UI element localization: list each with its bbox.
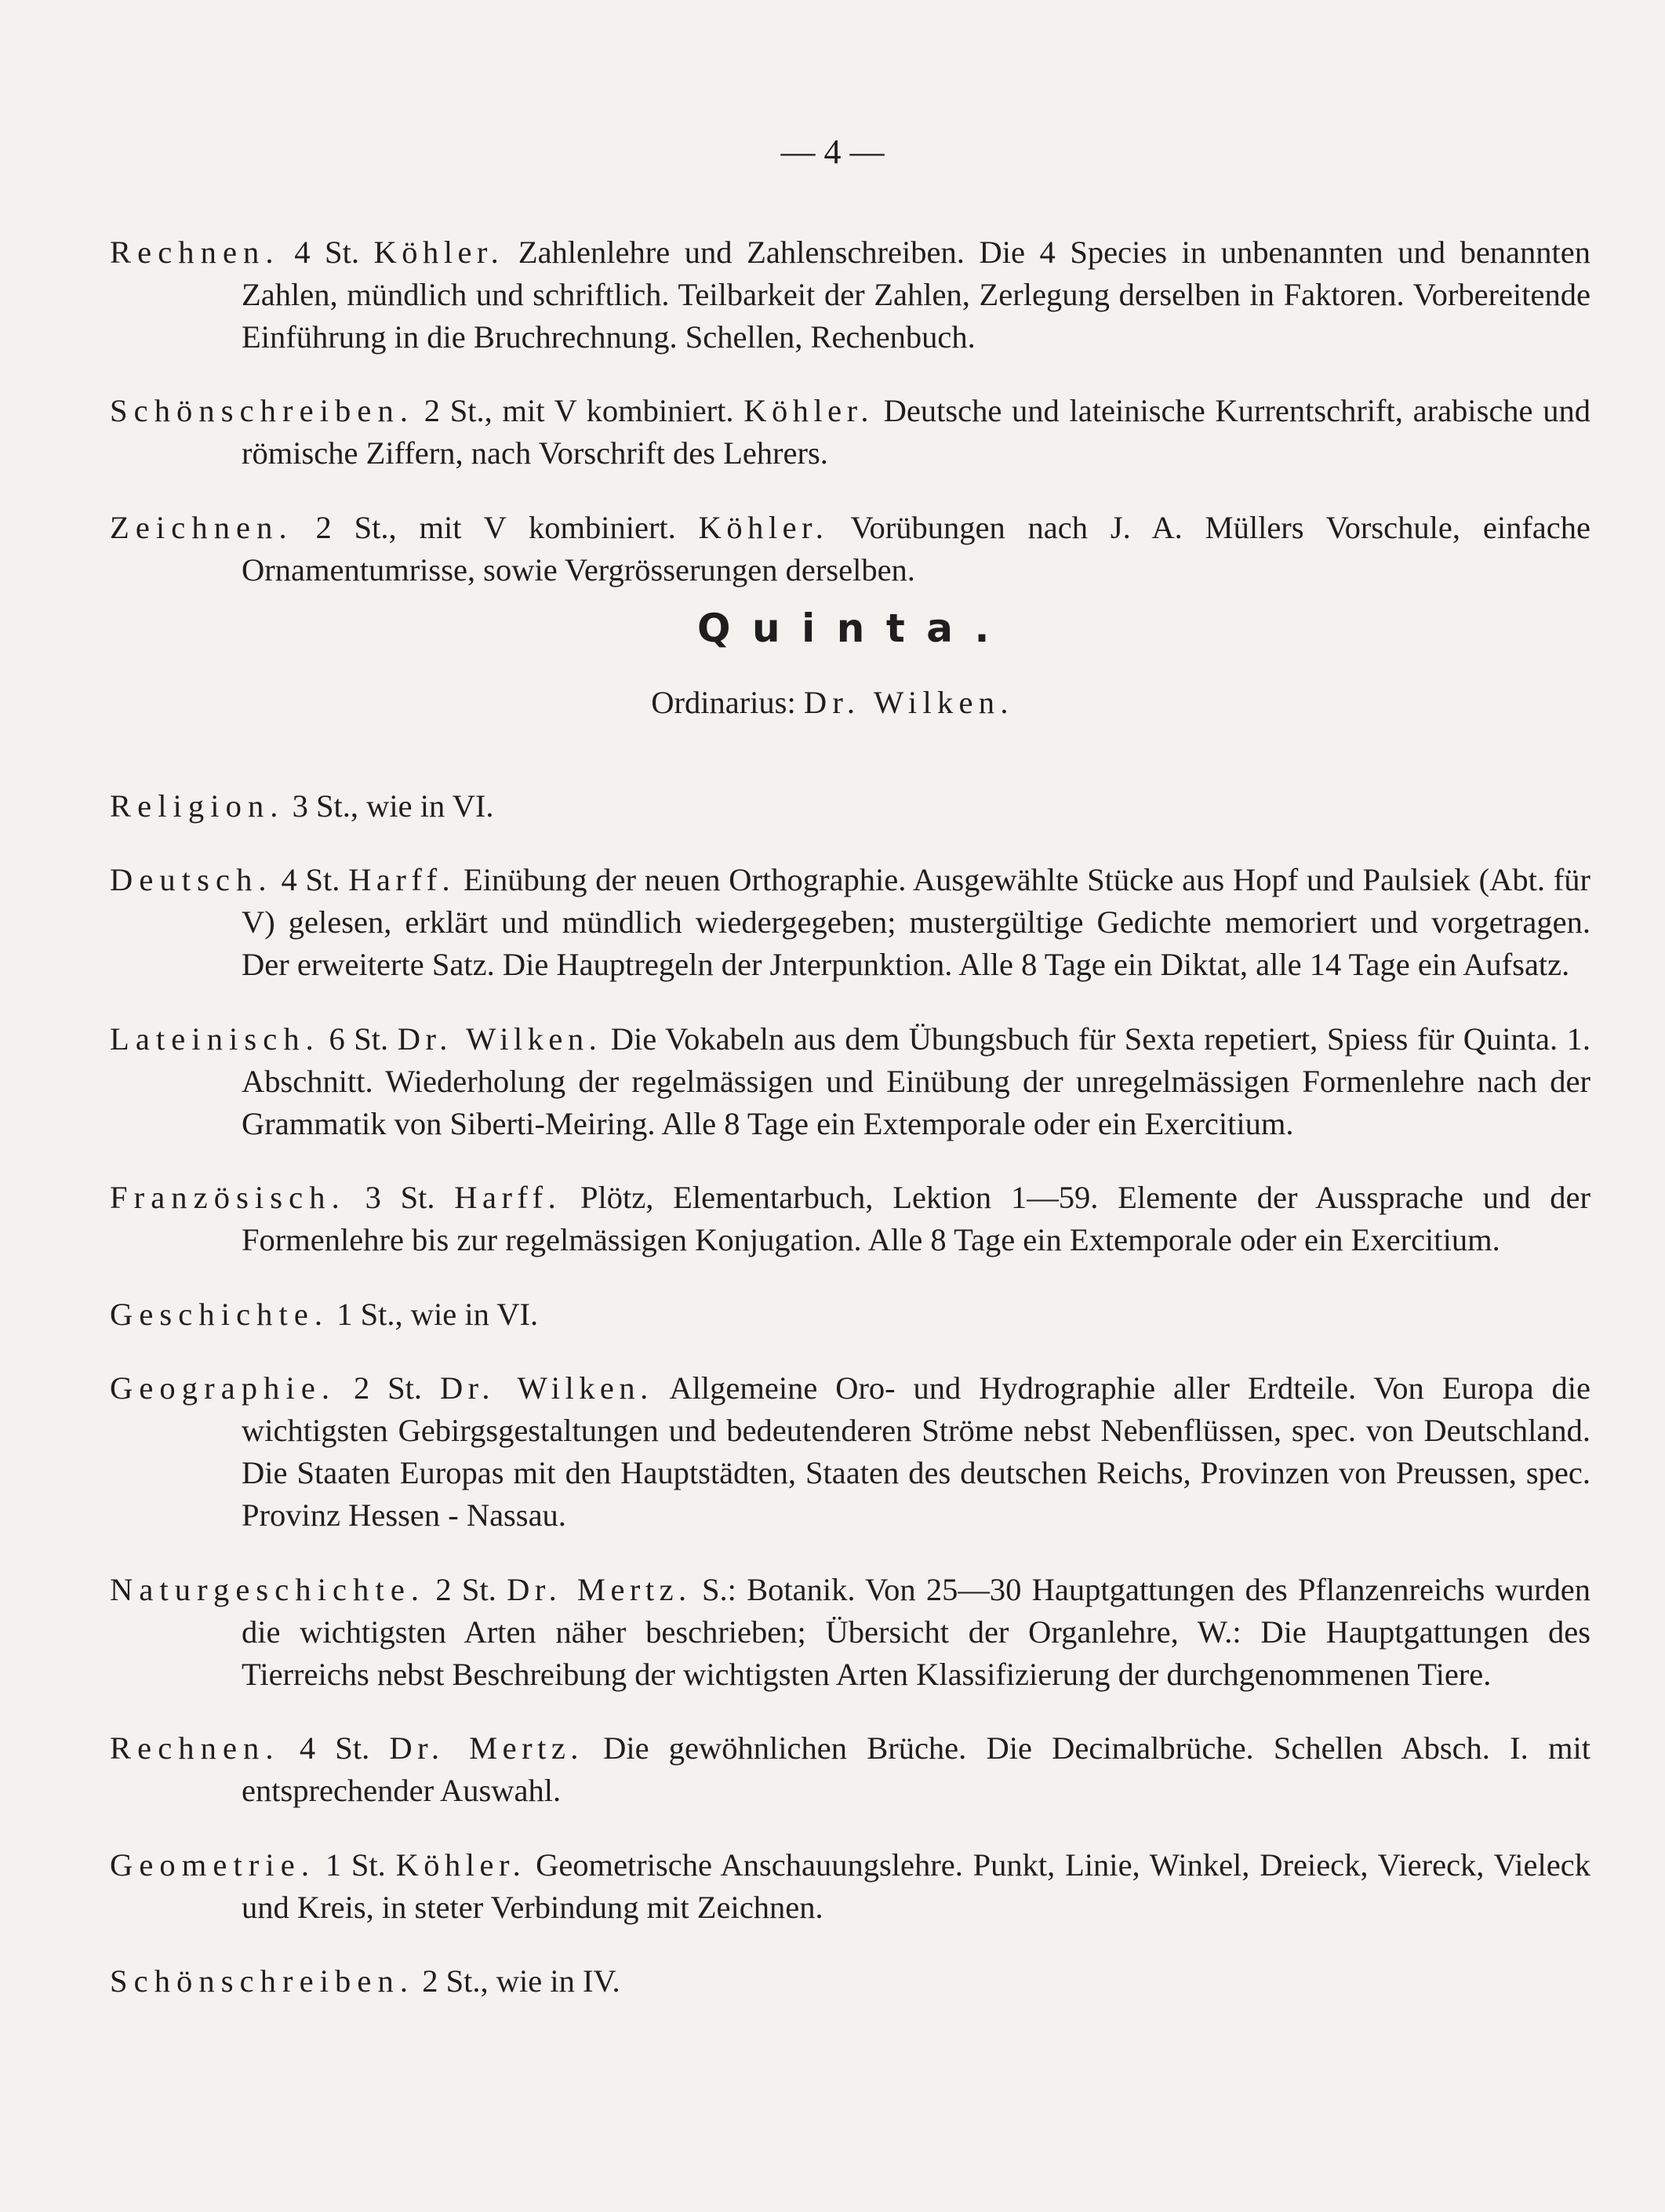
entry-details: 4 St. [272,862,349,897]
entry-teacher: Köhler. [395,1846,526,1883]
entry-schoenschreiben-quinta [110,1960,1590,2003]
entry-details: 3 St., wie in VI. [284,788,494,824]
entry-subject: Naturgeschichte. [110,1571,426,1607]
entry-teacher: Dr. Mertz. [389,1730,583,1766]
entry-teacher: Köhler. [743,393,874,428]
entry-subject: Schönschreiben. [110,1963,415,1999]
entry-geschichte [110,1293,1590,1336]
entry-teacher: Dr. Mertz. [507,1571,692,1607]
entry-details: 2 St., mit V kombiniert. [414,393,744,428]
entry-text: Die Vokabeln aus dem Übungsbuch für Sexta repetiert, Spiess für Quinta. 1. Abschnitt. Wiederholung der regelmässigen und Einübung der unregelmässigen Formenlehre nach der Grammatik von Siberti-Meiring. Alle 8 Tage ein Extemporale oder ein Exercitium. [242,1021,1591,1141]
entry-details: 2 St., wie in IV. [414,1963,620,1999]
entry-subject: Rechnen. [110,1730,280,1766]
ordinarius-label: Ordinarius: [651,685,804,720]
entry-teacher: Harff. [454,1180,562,1215]
ordinarius-line [0,684,1665,721]
entry-details: 2 St., mit V kombiniert. [293,509,699,545]
entry-teacher: Dr. Wilken. [439,1370,653,1406]
entry-subject: Deutsch. [110,862,273,897]
entry-subject: Geometrie. [110,1846,316,1883]
entry-details: 6 St. [319,1021,398,1057]
entry-text: Einübung der neuen Orthographie. Ausgewählte Stücke aus Hopf und Paulsiek (Abt. für V) gelesen, erklärt und mündlich wiedergegeben; mustergültige Gedichte memoriert und vorgetragen. Der erweiterte Satz. Die Hauptregeln der Jnterpunktion. Alle 8 Tage ein Diktat, alle 14 Tage ein Aufsatz. [242,862,1590,982]
ordinarius-name: Dr. Wilken. [803,685,1014,720]
entry-subject: Zeichnen. [110,509,293,545]
entry-text: Die gewöhnlichen Brüche. Die Decimalbrüche. Schellen Absch. I. mit entsprechender Auswahl. [242,1730,1590,1808]
entry-details: 4 St. [279,234,374,270]
entry-subject: Lateinisch. [110,1021,320,1057]
entry-franzoesisch [110,1177,1590,1261]
entry-subject: Rechnen. [110,234,280,270]
entry-text: Allgemeine Oro- und Hydrographie aller Erdteile. Von Europa die wichtigsten Gebirgsgestaltungen und bedeutenderen Ströme nebst Nebenflüssen, spec. von Deutschland. Die Staaten Europas mit den Hauptstädten, Staaten des deutschen Reichs, Provinzen von Preussen, spec. Provinz Hessen - Nassau. [242,1370,1591,1533]
entry-rechnen-quinta [110,1727,1590,1812]
entry-teacher: Harff. [348,862,456,897]
entry-subject: Geschichte. [110,1296,329,1332]
entry-geographie [110,1367,1590,1537]
entry-text: Plötz, Elementarbuch, Lektion 1—59. Elemente der Aussprache und der Formenlehre bis zur regelmässigen Konjugation. Alle 8 Tage ein Extemporale oder ein Exercitium. [242,1180,1590,1257]
entry-text: Geometrische Anschauungslehre. Punkt, Linie, Winkel, Dreieck, Viereck, Vieleck und Kreis, in steter Verbindung mit Zeichnen. [242,1846,1590,1925]
entry-geometrie [110,1844,1590,1929]
entry-text: Zahlenlehre und Zahlenschreiben. Die 4 Species in unbenannten und benannten Zahlen, mündlich und schriftlich. Teilbarkeit der Zahlen, Zerlegung derselben in Faktoren. Vorbereitende Einführung in die Bruchrechnung. Schellen, Rechenbuch. [242,234,1590,355]
entry-subject: Schönschreiben. [110,393,415,428]
entry-deutsch [110,859,1590,986]
entry-details: 2 St. [425,1571,507,1607]
entry-text: Vorübungen nach J. A. Müllers Vorschule, einfache Ornamentumrisse, sowie Vergrösserungen derselben. [242,509,1590,588]
entry-subject: Französisch. [110,1180,346,1215]
entry-schoenschreiben-sexta [110,390,1590,475]
entry-subject: Religion. [110,788,285,824]
entry-details: 3 St. [345,1180,455,1215]
entry-text: Deutsche und lateinische Kurrentschrift, arabische und römische Ziffern, nach Vorschrift des Lehrers. [242,393,1590,471]
entry-zeichnen-sexta [110,507,1590,591]
entry-lateinisch [110,1018,1590,1145]
entry-religion [110,785,1590,828]
entry-details: 4 St. [279,1730,390,1766]
quinta-section [110,753,1590,2011]
page-number: — 4 — [780,133,885,171]
entry-details: 1 St., wie in VI. [329,1296,539,1332]
entry-teacher: Köhler. [698,509,829,545]
entry-text: S.: Botanik. Von 25—30 Hauptgattungen des Pflanzenreichs wurden die wichtigsten Arten näher beschrieben; Übersicht der Organlehre, W.: Die Hauptgattungen des Tierreichs nebst Beschreibung der wichtigsten Arten Klassifizierung der durchgenommenen Tiere. [242,1571,1590,1692]
sexta-continued-section [110,199,1590,600]
entry-teacher: Dr. Wilken. [397,1021,602,1057]
section-title: Quinta. [697,606,1011,651]
entry-details: 2 St. [336,1370,440,1406]
entry-rechnen-sexta [110,231,1590,358]
entry-teacher: Köhler. [373,234,504,270]
entry-subject: Geographie. [110,1370,336,1406]
entry-naturgeschichte [110,1569,1590,1696]
entry-details: 1 St. [315,1846,396,1883]
